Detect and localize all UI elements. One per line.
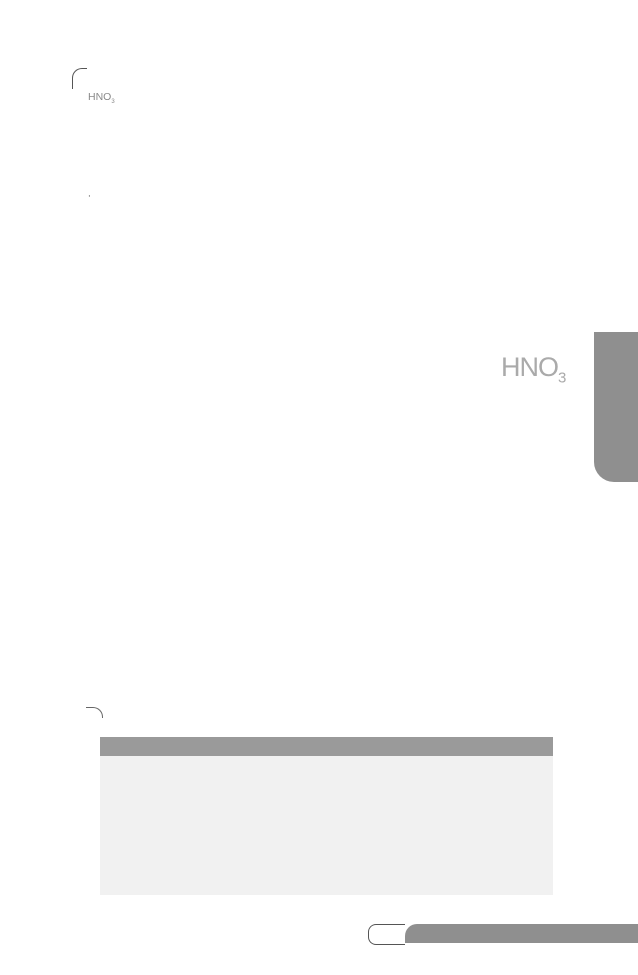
properties-table-header	[100, 737, 553, 756]
cas-line	[88, 105, 574, 121]
formula-badge-text: $HNO_3$	[501, 352, 566, 387]
wfna-heading	[88, 277, 574, 293]
page-number	[368, 924, 405, 945]
rfna-heading	[88, 307, 574, 323]
properties-table-body	[100, 737, 553, 895]
formula-line: $HNO_3$	[88, 91, 115, 106]
table-caption	[86, 707, 103, 718]
physical-heading	[88, 337, 574, 353]
synonyms-text-2: .	[88, 188, 91, 200]
identity-heading	[88, 73, 574, 89]
risk-line	[88, 137, 574, 153]
description-heading	[88, 217, 574, 233]
synonyms-heading	[88, 167, 574, 183]
side-tab	[594, 332, 638, 482]
properties-table	[86, 707, 552, 895]
section-corner-decoration	[72, 68, 87, 89]
un-line	[88, 121, 574, 137]
composition-heading	[88, 247, 574, 263]
footer-bar	[405, 924, 638, 943]
page-footer	[368, 924, 638, 943]
main-content	[88, 73, 574, 353]
